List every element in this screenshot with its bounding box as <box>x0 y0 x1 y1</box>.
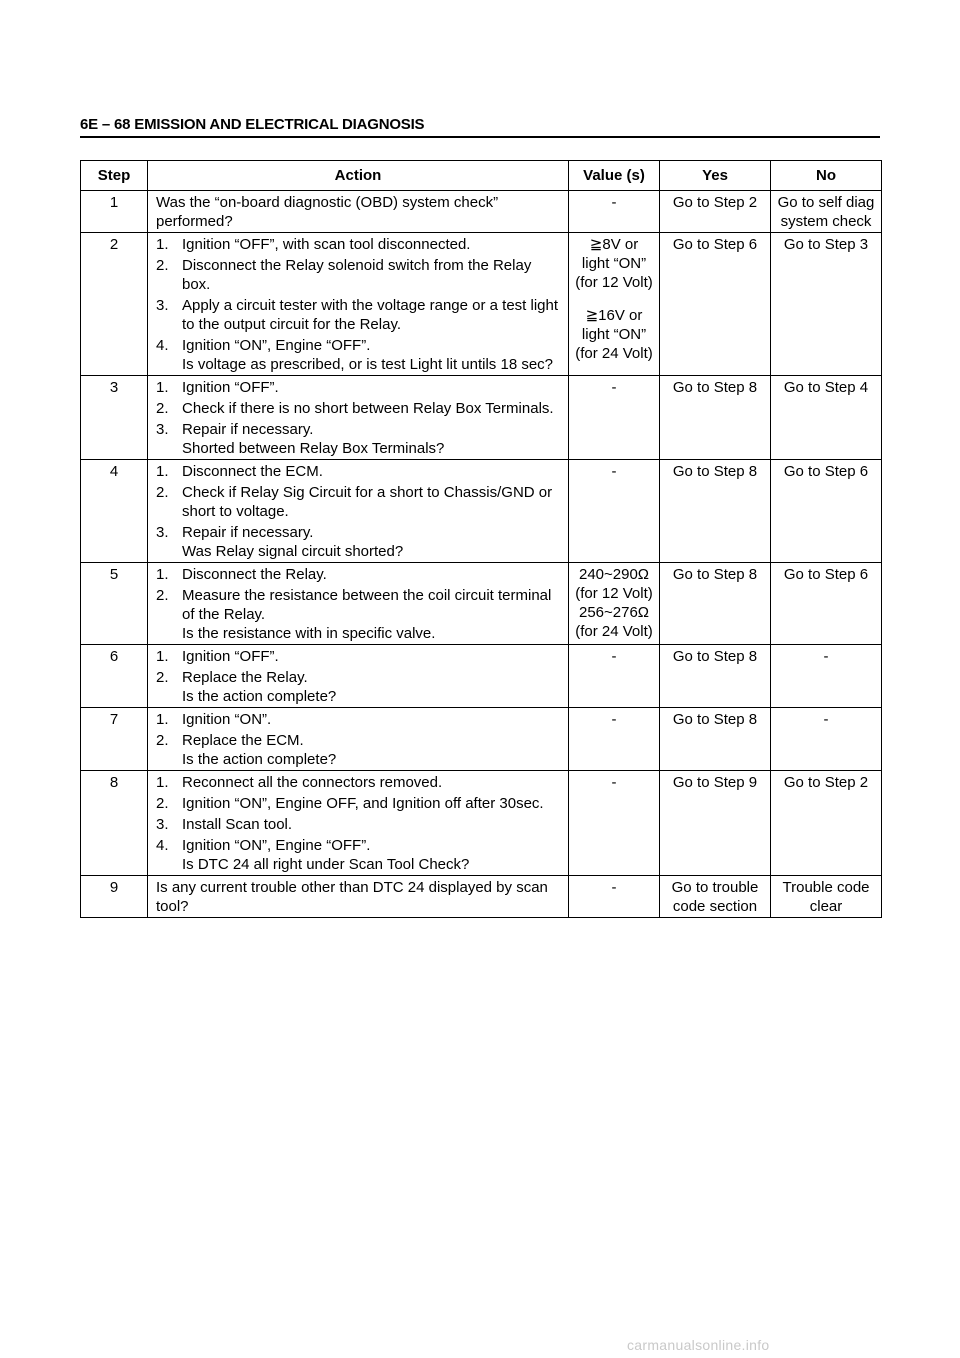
action-item-text <box>182 256 562 294</box>
action-item-number: 2. <box>156 795 169 812</box>
value-cell <box>569 233 660 376</box>
action-item-number: 3. <box>156 421 169 438</box>
action-item-number: 3. <box>156 524 169 541</box>
action-cell <box>148 376 569 460</box>
no-cell: - <box>771 645 882 708</box>
action-item-text <box>182 399 562 418</box>
yes-cell: Go to Step 6 <box>660 233 771 376</box>
action-item <box>156 336 562 374</box>
table-row <box>81 876 882 918</box>
footer-watermark: carmanualsonline.info <box>627 1337 770 1353</box>
action-item <box>156 256 562 294</box>
action-item-line: Apply a circuit tester with the voltage range or a test light to the output circuit for the Relay. <box>182 297 559 333</box>
value-line: - <box>611 194 617 211</box>
action-text: Is any current trouble other than DTC 24 displayed by scan tool? <box>156 879 548 915</box>
table-row <box>81 460 882 563</box>
action-item <box>156 710 562 729</box>
action-item-text <box>182 710 562 729</box>
action-item-number: 1. <box>156 379 169 396</box>
table-row <box>81 771 882 876</box>
action-list <box>156 773 562 874</box>
value-cell <box>569 645 660 708</box>
value-line: light “ON” <box>581 326 647 343</box>
column-header-no: No <box>771 161 882 191</box>
action-list <box>156 462 562 561</box>
action-item-number: 2. <box>156 400 169 417</box>
action-item <box>156 235 562 254</box>
action-item-line: Ignition “ON”, Engine “OFF”. <box>182 837 371 854</box>
action-item-text <box>182 773 562 792</box>
action-item-text <box>182 836 562 874</box>
column-header-step: Step <box>81 161 148 191</box>
action-item-number: 2. <box>156 484 169 501</box>
action-item-number: 1. <box>156 236 169 253</box>
action-cell <box>148 645 569 708</box>
step-cell: 5 <box>81 563 148 645</box>
action-item-line: Is voltage as prescribed, or is test Light lit untils 18 sec? <box>182 356 554 373</box>
action-item-line: Ignition “OFF”, with scan tool disconnected. <box>182 236 471 253</box>
action-item-line: Was Relay signal circuit shorted? <box>182 543 404 560</box>
action-item-line: Check if there is no short between Relay Box Terminals. <box>182 400 554 417</box>
yes-cell: Go to Step 8 <box>660 645 771 708</box>
action-item-number: 3. <box>156 816 169 833</box>
column-header-action: Action <box>148 161 569 191</box>
action-item-line: Disconnect the ECM. <box>182 463 323 480</box>
action-item-text <box>182 296 562 334</box>
value-cell <box>569 708 660 771</box>
action-item <box>156 378 562 397</box>
action-item-text <box>182 668 562 706</box>
action-item-number: 4. <box>156 337 169 354</box>
action-cell <box>148 563 569 645</box>
action-item-line: Replace the ECM. <box>182 732 304 749</box>
action-item-text <box>182 336 562 374</box>
action-item-line: Ignition “ON”. <box>182 711 272 728</box>
action-cell <box>148 708 569 771</box>
action-item-line: Check if Relay Sig Circuit for a short to Chassis/GND or short to voltage. <box>182 484 553 520</box>
value-line: ≧16V or <box>585 307 643 324</box>
step-cell: 6 <box>81 645 148 708</box>
action-item <box>156 399 562 418</box>
action-item-line: Disconnect the Relay solenoid switch from the Relay box. <box>182 257 532 293</box>
column-header-yes: Yes <box>660 161 771 191</box>
action-list <box>156 378 562 458</box>
action-cell <box>148 191 569 233</box>
action-item-line: Repair if necessary. <box>182 421 314 438</box>
diagnostic-table <box>80 160 882 918</box>
yes-cell: Go to Step 2 <box>660 191 771 233</box>
action-item-text <box>182 523 562 561</box>
action-item <box>156 462 562 481</box>
action-item-text <box>182 815 562 834</box>
action-item-number: 1. <box>156 711 169 728</box>
value-cell <box>569 771 660 876</box>
table-body <box>81 191 882 918</box>
action-item-number: 1. <box>156 648 169 665</box>
yes-cell: Go to Step 8 <box>660 376 771 460</box>
action-item-number: 2. <box>156 257 169 274</box>
step-cell: 8 <box>81 771 148 876</box>
action-item <box>156 586 562 643</box>
value-line: (for 24 Volt) <box>575 623 653 640</box>
action-item-text <box>182 420 562 458</box>
no-cell: Trouble code clear <box>771 876 882 918</box>
value-line: (for 24 Volt) <box>575 345 653 362</box>
table-row <box>81 191 882 233</box>
action-item-text <box>182 647 562 666</box>
action-item <box>156 483 562 521</box>
action-item-line: Ignition “OFF”. <box>182 379 279 396</box>
action-item-line: Ignition “ON”, Engine OFF, and Ignition off after 30sec. <box>182 795 544 812</box>
value-cell <box>569 376 660 460</box>
action-item <box>156 523 562 561</box>
action-item <box>156 773 562 792</box>
action-item-number: 1. <box>156 566 169 583</box>
table-row <box>81 645 882 708</box>
action-item-number: 2. <box>156 669 169 686</box>
action-item-text <box>182 731 562 769</box>
header-rule <box>80 136 880 138</box>
action-item-text <box>182 462 562 481</box>
yes-cell: Go to Step 9 <box>660 771 771 876</box>
action-item-text <box>182 235 562 254</box>
value-spacer <box>569 292 659 306</box>
step-cell: 4 <box>81 460 148 563</box>
value-cell <box>569 191 660 233</box>
value-line: - <box>611 379 617 396</box>
table-row <box>81 233 882 376</box>
value-line: - <box>611 879 617 896</box>
value-line: ≧8V or <box>589 236 639 253</box>
action-item-number: 4. <box>156 837 169 854</box>
action-item <box>156 794 562 813</box>
value-line: - <box>611 463 617 480</box>
action-text: Was the “on-board diagnostic (OBD) system check” performed? <box>156 194 499 230</box>
action-item-text <box>182 586 562 643</box>
action-cell <box>148 771 569 876</box>
action-item-text <box>182 483 562 521</box>
action-list <box>156 710 562 769</box>
action-item-number: 2. <box>156 587 169 604</box>
value-line: (for 12 Volt) <box>575 274 653 291</box>
action-item-line: Install Scan tool. <box>182 816 293 833</box>
action-item-number: 2. <box>156 732 169 749</box>
table-row <box>81 708 882 771</box>
action-item-line: Is the action complete? <box>182 751 337 768</box>
action-item <box>156 815 562 834</box>
value-line: 240~290Ω <box>578 566 650 583</box>
value-cell <box>569 563 660 645</box>
action-item-line: Reconnect all the connectors removed. <box>182 774 443 791</box>
table-row <box>81 376 882 460</box>
step-cell: 9 <box>81 876 148 918</box>
no-cell: Go to Step 3 <box>771 233 882 376</box>
action-item-number: 1. <box>156 774 169 791</box>
value-line: light “ON” <box>581 255 647 272</box>
step-cell: 1 <box>81 191 148 233</box>
action-item <box>156 565 562 584</box>
value-cell <box>569 460 660 563</box>
table-header-row <box>81 161 882 191</box>
value-line: - <box>611 711 617 728</box>
action-item-line: Is the action complete? <box>182 688 337 705</box>
action-item-line: Repair if necessary. <box>182 524 314 541</box>
step-cell: 7 <box>81 708 148 771</box>
action-item-text <box>182 794 562 813</box>
action-item-number: 3. <box>156 297 169 314</box>
action-item <box>156 296 562 334</box>
value-line: (for 12 Volt) <box>575 585 653 602</box>
value-line: - <box>611 648 617 665</box>
table-row <box>81 563 882 645</box>
yes-cell: Go to trouble code section <box>660 876 771 918</box>
action-cell <box>148 876 569 918</box>
action-list <box>156 565 562 643</box>
yes-cell: Go to Step 8 <box>660 460 771 563</box>
action-item-line: Disconnect the Relay. <box>182 566 327 583</box>
action-item <box>156 836 562 874</box>
action-item-line: Shorted between Relay Box Terminals? <box>182 440 445 457</box>
no-cell: Go to Step 4 <box>771 376 882 460</box>
no-cell: Go to Step 6 <box>771 563 882 645</box>
step-cell: 2 <box>81 233 148 376</box>
action-item-line: Ignition “ON”, Engine “OFF”. <box>182 337 371 354</box>
action-item-line: Measure the resistance between the coil circuit terminal of the Relay. <box>182 587 552 623</box>
action-item-line: Ignition “OFF”. <box>182 648 279 665</box>
action-item-number: 1. <box>156 463 169 480</box>
action-list <box>156 647 562 706</box>
action-item-text <box>182 378 562 397</box>
action-item <box>156 647 562 666</box>
action-cell <box>148 233 569 376</box>
step-cell: 3 <box>81 376 148 460</box>
yes-cell: Go to Step 8 <box>660 563 771 645</box>
value-cell <box>569 876 660 918</box>
no-cell: Go to Step 6 <box>771 460 882 563</box>
action-cell <box>148 460 569 563</box>
action-list <box>156 235 562 374</box>
no-cell: - <box>771 708 882 771</box>
action-item-line: Replace the Relay. <box>182 669 308 686</box>
page-header: 6E – 68 EMISSION AND ELECTRICAL DIAGNOSIS <box>80 116 425 133</box>
action-item <box>156 668 562 706</box>
action-item <box>156 731 562 769</box>
action-item <box>156 420 562 458</box>
value-line: - <box>611 774 617 791</box>
action-item-text <box>182 565 562 584</box>
no-cell: Go to Step 2 <box>771 771 882 876</box>
no-cell: Go to self diag system check <box>771 191 882 233</box>
value-line: 256~276Ω <box>578 604 650 621</box>
action-item-line: Is the resistance with in specific valve. <box>182 625 436 642</box>
yes-cell: Go to Step 8 <box>660 708 771 771</box>
column-header-value: Value (s) <box>569 161 660 191</box>
action-item-line: Is DTC 24 all right under Scan Tool Check? <box>182 856 470 873</box>
